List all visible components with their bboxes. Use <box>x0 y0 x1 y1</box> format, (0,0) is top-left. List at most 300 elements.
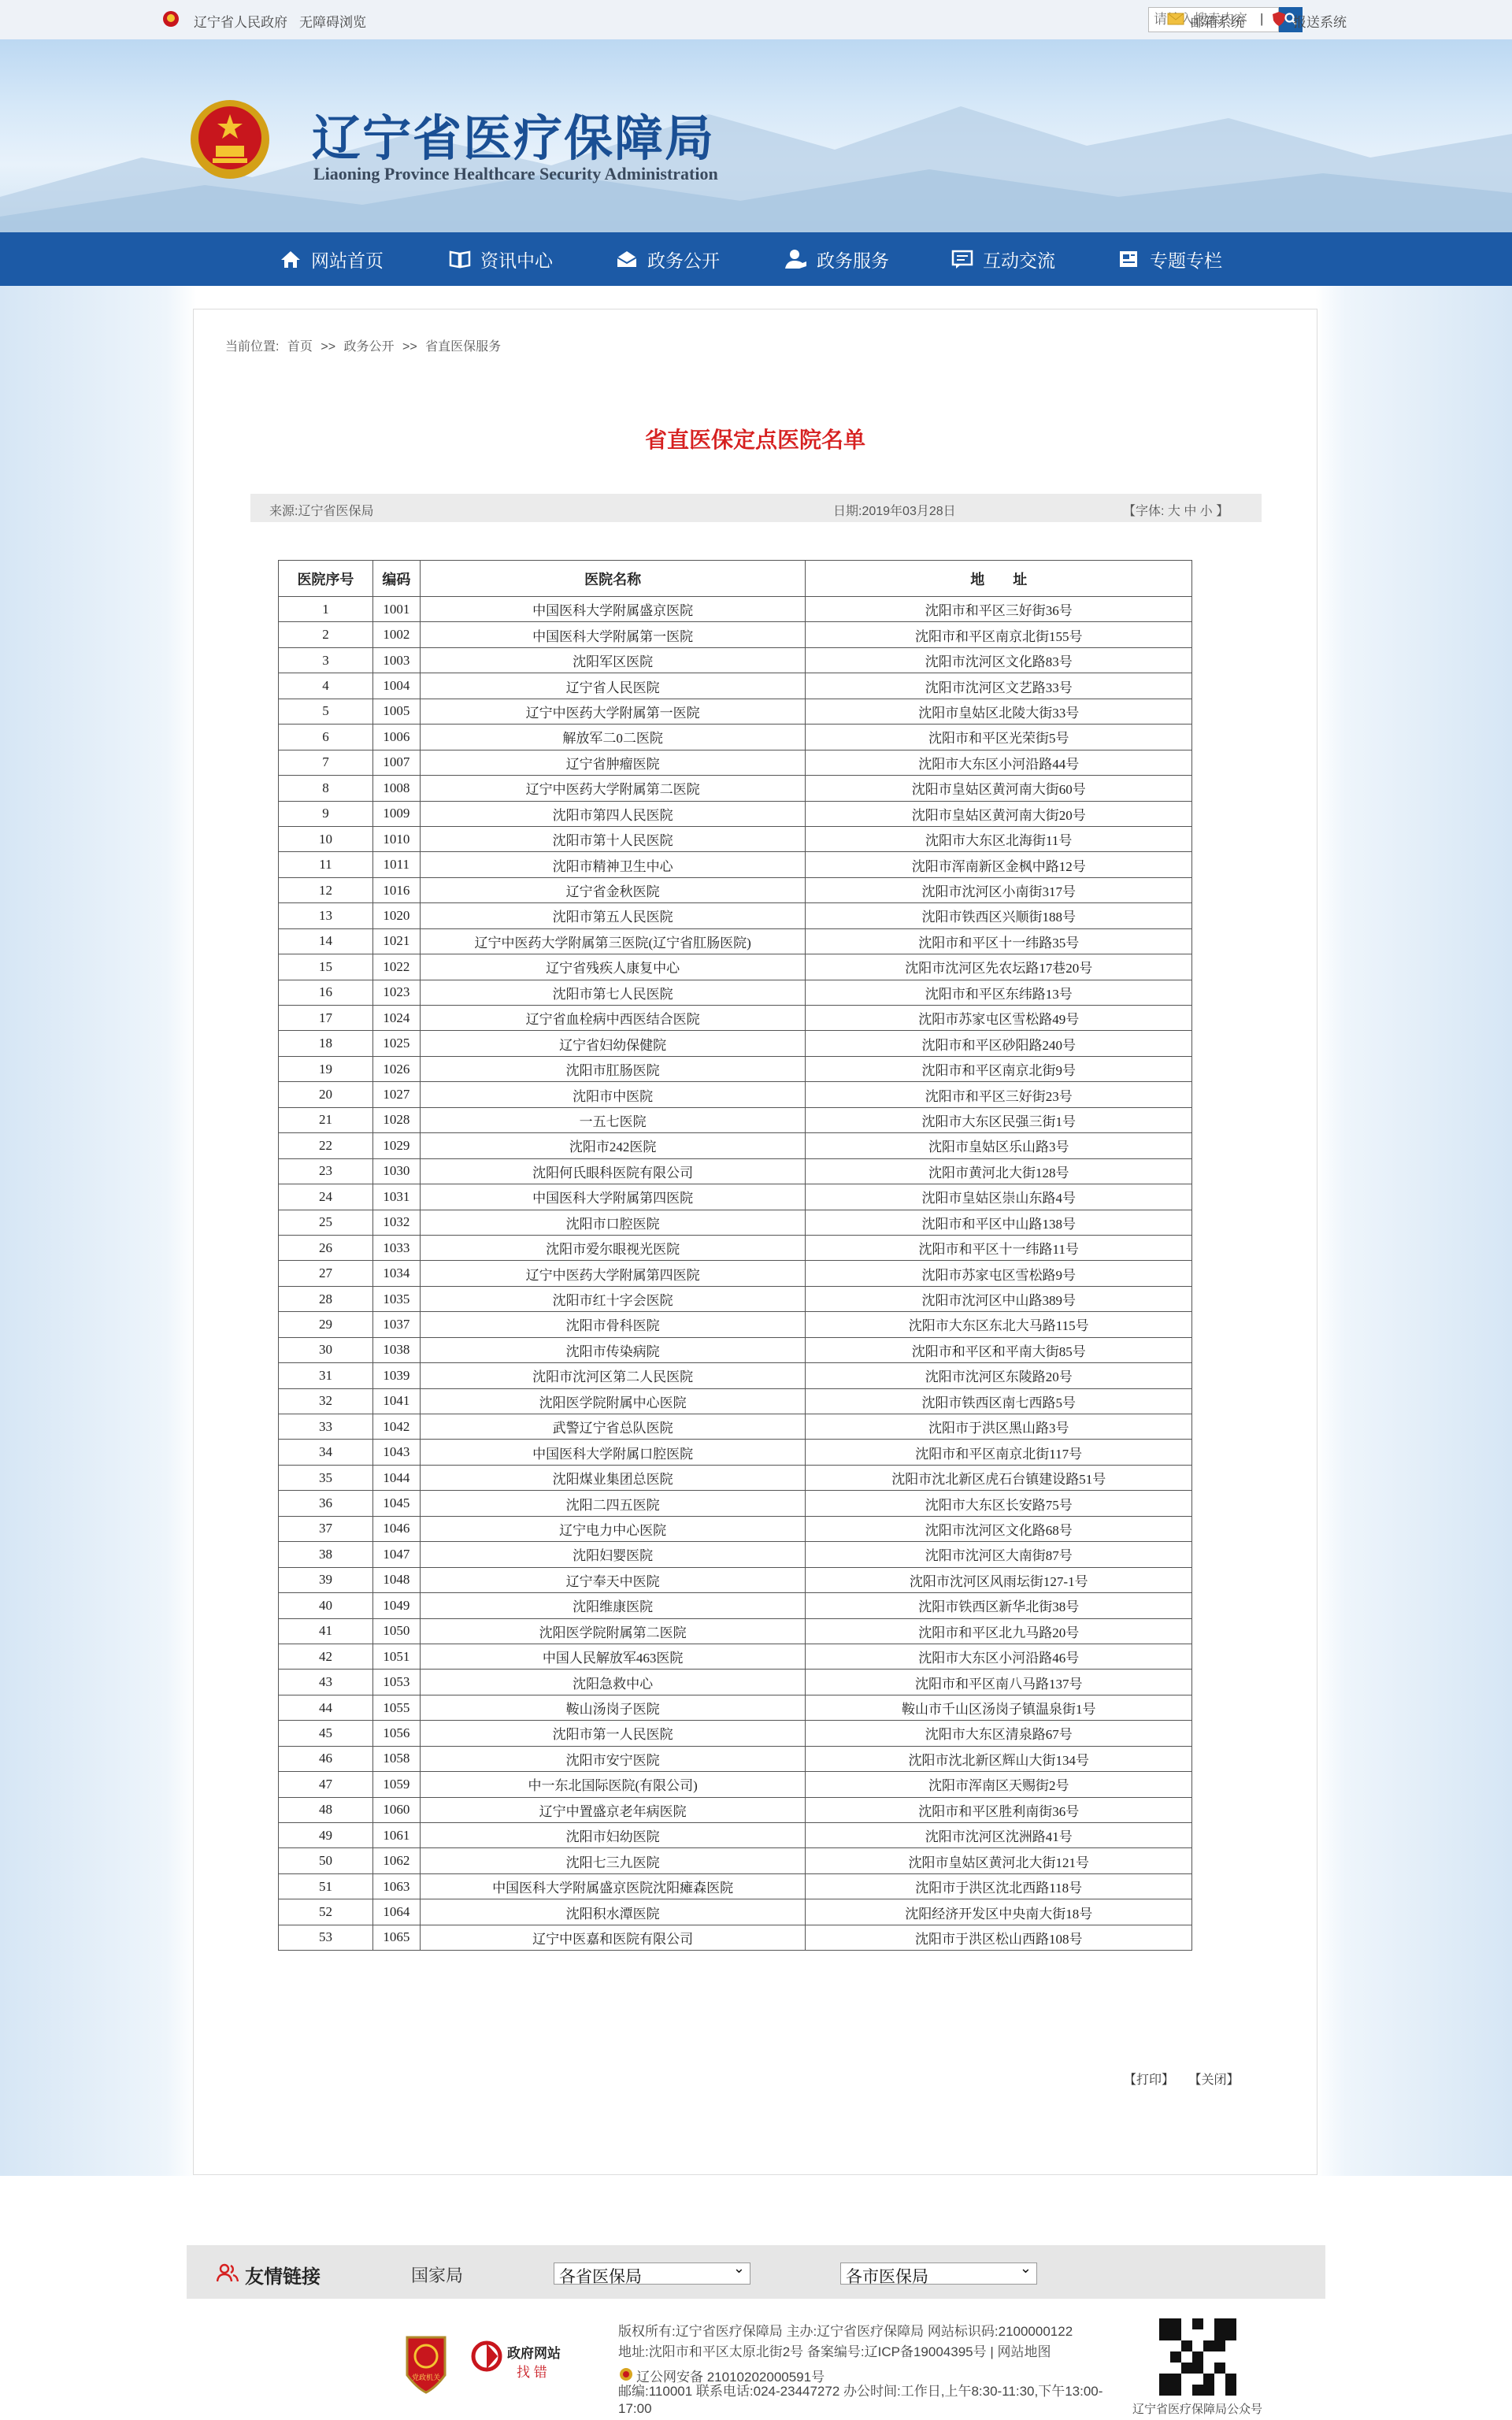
article-title: 省直医保定点医院名单 <box>644 428 865 452</box>
nav-open-affairs[interactable] <box>616 232 720 286</box>
table-row <box>279 954 1192 980</box>
row-index: 8 <box>279 776 373 801</box>
hospital-code: 1004 <box>372 673 420 699</box>
table-row <box>279 1337 1192 1362</box>
row-index: 30 <box>279 1337 373 1362</box>
table-row <box>279 980 1192 1005</box>
hospital-code: 1055 <box>372 1695 420 1720</box>
hospital-address: 沈阳市沈河区东陵路20号 <box>806 1363 1192 1388</box>
footer <box>0 2315 1512 2420</box>
table-row <box>279 1312 1192 1337</box>
table-row <box>279 1210 1192 1235</box>
hospital-name: 沈阳市肛肠医院 <box>420 1056 806 1081</box>
national-emblem-icon <box>189 98 271 180</box>
hospital-name: 辽宁省残疾人康复中心 <box>420 954 806 980</box>
police-badge-icon <box>619 2367 633 2381</box>
hospital-name: 沈阳市骨科医院 <box>420 1312 806 1337</box>
gov-website-error-badge[interactable] <box>471 2339 570 2381</box>
column-header: 医院序号 <box>279 561 373 597</box>
hospital-name: 沈阳市中医院 <box>420 1082 806 1107</box>
hospital-name: 沈阳市妇幼医院 <box>420 1823 806 1848</box>
close-button[interactable]: 【关闭】 <box>1188 2073 1240 2087</box>
hospital-name: 沈阳二四五医院 <box>420 1491 806 1516</box>
row-index: 37 <box>279 1516 373 1541</box>
hospital-address: 沈阳市苏家屯区雪松路9号 <box>806 1261 1192 1286</box>
hospital-address: 沈阳市苏家屯区雪松路49号 <box>806 1006 1192 1031</box>
hospital-code: 1065 <box>372 1925 420 1950</box>
table-row <box>279 1133 1192 1158</box>
table-row <box>279 597 1192 622</box>
hospital-code: 1041 <box>372 1388 420 1414</box>
chat-icon <box>951 250 973 269</box>
hospital-name: 中国人民解放军463医院 <box>420 1644 806 1669</box>
hospital-address: 沈阳市大东区民强三街1号 <box>806 1107 1192 1132</box>
hospital-code: 1003 <box>372 647 420 673</box>
hospital-address: 沈阳市浑南新区金枫中路12号 <box>806 852 1192 877</box>
hospital-code: 1016 <box>372 877 420 902</box>
hospital-name: 中国医科大学附属口腔医院 <box>420 1440 806 1465</box>
city-bureau-select[interactable] <box>840 2262 1037 2285</box>
hospital-address: 沈阳市和平区中山路138号 <box>806 1210 1192 1235</box>
nav-label: 政务服务 <box>817 250 889 271</box>
hospital-name: 沈阳医学院附属第二医院 <box>420 1618 806 1644</box>
hospital-address: 沈阳市于洪区松山西路108号 <box>806 1925 1192 1950</box>
row-index: 48 <box>279 1797 373 1822</box>
table-row <box>279 1184 1192 1210</box>
hospital-name: 辽宁省妇幼保健院 <box>420 1031 806 1056</box>
hospital-address: 沈阳市皇姑区黄河南大街60号 <box>806 776 1192 801</box>
hospital-address: 沈阳市和平区和平南大街85号 <box>806 1337 1192 1362</box>
hospital-code: 1062 <box>372 1848 420 1873</box>
table-row <box>279 1670 1192 1695</box>
hospital-address: 沈阳市和平区南京北街117号 <box>806 1440 1192 1465</box>
badge-title: 政府网站 <box>507 2346 561 2361</box>
mail-system-link[interactable]: 邮箱系统 <box>1191 15 1244 30</box>
row-index: 41 <box>279 1618 373 1644</box>
hospital-address: 沈阳市铁西区兴顺街188号 <box>806 903 1192 928</box>
hospital-code: 1023 <box>372 980 420 1005</box>
hospital-name: 沈阳市爱尔眼视光医院 <box>420 1235 806 1260</box>
hospital-address: 沈阳市和平区砂阳路240号 <box>806 1031 1192 1056</box>
row-index: 24 <box>279 1184 373 1210</box>
row-index: 2 <box>279 622 373 647</box>
row-index: 19 <box>279 1056 373 1081</box>
header-banner <box>0 39 1512 232</box>
hospital-address: 沈阳市沈河区大南街87号 <box>806 1542 1192 1567</box>
table-row <box>279 877 1192 902</box>
table-row <box>279 801 1192 826</box>
row-index: 11 <box>279 852 373 877</box>
hospital-code: 1042 <box>372 1414 420 1440</box>
hospital-address: 沈阳市沈北新区辉山大街134号 <box>806 1746 1192 1771</box>
hospital-code: 1037 <box>372 1312 420 1337</box>
hospital-code: 1064 <box>372 1899 420 1925</box>
hospital-code: 1058 <box>372 1746 420 1771</box>
hospital-code: 1033 <box>372 1235 420 1260</box>
hospital-name: 中一东北国际医院(有限公司) <box>420 1772 806 1797</box>
hospital-address: 沈阳市皇姑区黄河北大街121号 <box>806 1848 1192 1873</box>
table-row <box>279 1593 1192 1618</box>
table-row <box>279 1056 1192 1081</box>
hospital-address: 沈阳市浑南区天赐街2号 <box>806 1772 1192 1797</box>
hospital-address: 沈阳市大东区东北大马路115号 <box>806 1312 1192 1337</box>
hospital-name: 辽宁中医嘉和医院有限公司 <box>420 1925 806 1950</box>
gov-link[interactable]: 辽宁省人民政府 <box>194 15 287 30</box>
links-title: 友情链接 <box>245 2266 321 2288</box>
hospital-name: 沈阳妇婴医院 <box>420 1542 806 1567</box>
hospital-code: 1053 <box>372 1670 420 1695</box>
nav-label: 互动交流 <box>983 250 1055 271</box>
hospital-code: 1020 <box>372 903 420 928</box>
hospital-address: 沈阳市和平区十一纬路35号 <box>806 928 1192 954</box>
row-index: 16 <box>279 980 373 1005</box>
table-row <box>279 1542 1192 1567</box>
hospital-name: 中国医科大学附属第一医院 <box>420 622 806 647</box>
hospital-name: 解放军二0二医院 <box>420 725 806 750</box>
hospital-code: 1046 <box>372 1516 420 1541</box>
table-row <box>279 1925 1192 1950</box>
site-title-en: Liaoning Province Healthcare Security Administration <box>313 164 718 183</box>
hospital-address: 沈阳市大东区小河沿路46号 <box>806 1644 1192 1669</box>
error-report-icon <box>471 2339 502 2374</box>
hospital-code: 1051 <box>372 1644 420 1669</box>
row-index: 27 <box>279 1261 373 1286</box>
table-row <box>279 852 1192 877</box>
row-index: 50 <box>279 1848 373 1873</box>
hospital-code: 1063 <box>372 1873 420 1899</box>
table-row <box>279 1465 1192 1490</box>
hospital-address: 沈阳经济开发区中央南大街18号 <box>806 1899 1192 1925</box>
top-bar <box>0 0 1512 39</box>
hospital-address: 沈阳市和平区北九马路20号 <box>806 1618 1192 1644</box>
hospital-name: 一五七医院 <box>420 1107 806 1132</box>
table-row <box>279 1797 1192 1822</box>
table-row <box>279 1823 1192 1848</box>
row-index: 3 <box>279 647 373 673</box>
row-index: 47 <box>279 1772 373 1797</box>
row-index: 25 <box>279 1210 373 1235</box>
hospital-address: 沈阳市和平区三好街36号 <box>806 597 1192 622</box>
hospital-code: 1005 <box>372 699 420 724</box>
hospital-name: 辽宁中置盛京老年病医院 <box>420 1797 806 1822</box>
hospital-code: 1045 <box>372 1491 420 1516</box>
table-row <box>279 622 1192 647</box>
home-icon <box>280 250 302 269</box>
hospital-address: 沈阳市沈河区沈洲路41号 <box>806 1823 1192 1848</box>
hospital-code: 1025 <box>372 1031 420 1056</box>
row-index: 45 <box>279 1721 373 1746</box>
row-index: 13 <box>279 903 373 928</box>
table-row <box>279 647 1192 673</box>
main-nav <box>0 232 1512 286</box>
hospital-address: 沈阳市和平区南京北街9号 <box>806 1056 1192 1081</box>
row-index: 1 <box>279 597 373 622</box>
qr-code <box>1159 2318 1236 2396</box>
hospital-name: 沈阳市第五人民医院 <box>420 903 806 928</box>
nav-label: 专题专栏 <box>1150 250 1222 271</box>
hospital-name: 沈阳市传染病院 <box>420 1337 806 1362</box>
hospital-name: 辽宁中医药大学附属第一医院 <box>420 699 806 724</box>
hospital-address: 沈阳市和平区南八马路137号 <box>806 1670 1192 1695</box>
hospital-address: 沈阳市沈河区文艺路33号 <box>806 673 1192 699</box>
hospital-address: 沈阳市沈河区小南街317号 <box>806 877 1192 902</box>
hospital-code: 1027 <box>372 1082 420 1107</box>
hospital-address: 沈阳市皇姑区崇山东路4号 <box>806 1184 1192 1210</box>
mail-icon <box>1167 13 1184 25</box>
breadcrumb-sep: >> <box>402 340 417 354</box>
hospital-address: 沈阳市黄河北大街128号 <box>806 1158 1192 1184</box>
hospital-name: 沈阳市沈河区第二人民医院 <box>420 1363 806 1388</box>
row-index: 22 <box>279 1133 373 1158</box>
hospital-table <box>278 560 1192 1951</box>
hospital-code: 1049 <box>372 1593 420 1618</box>
hospital-code: 1035 <box>372 1286 420 1311</box>
hospital-code: 1029 <box>372 1133 420 1158</box>
table-row <box>279 1286 1192 1311</box>
row-index: 53 <box>279 1925 373 1950</box>
hospital-address: 沈阳市大东区小河沿路44号 <box>806 750 1192 775</box>
row-index: 42 <box>279 1644 373 1669</box>
select-value: 各市医保局 <box>846 2268 928 2286</box>
breadcrumb-open-affairs[interactable]: 政务公开 <box>343 340 395 354</box>
row-index: 31 <box>279 1363 373 1388</box>
hospital-name: 中国医科大学附属盛京医院沈阳瘫森医院 <box>420 1873 806 1899</box>
print-button[interactable]: 【打印】 <box>1124 2073 1175 2087</box>
breadcrumb-current[interactable]: 省直医保服务 <box>425 340 502 354</box>
row-index: 15 <box>279 954 373 980</box>
row-index: 29 <box>279 1312 373 1337</box>
table-row <box>279 1721 1192 1746</box>
site-title: 辽宁省医疗保障局 <box>312 113 716 166</box>
hospital-code: 1059 <box>372 1772 420 1797</box>
hospital-name: 沈阳急救中心 <box>420 1670 806 1695</box>
hospital-name: 沈阳市精神卫生中心 <box>420 852 806 877</box>
hospital-address: 沈阳市沈河区文化路83号 <box>806 647 1192 673</box>
hospital-name: 沈阳七三九医院 <box>420 1848 806 1873</box>
nav-news[interactable] <box>449 232 553 286</box>
table-row <box>279 1363 1192 1388</box>
row-index: 9 <box>279 801 373 826</box>
hospital-code: 1047 <box>372 1542 420 1567</box>
user-hand-icon <box>784 249 807 269</box>
address: 地址:沈阳市和平区太原北街2号 备案编号:辽ICP备19004395号 | 网站地图 <box>618 2344 1051 2359</box>
hospital-name: 沈阳积水潭医院 <box>420 1899 806 1925</box>
hospital-code: 1050 <box>372 1618 420 1644</box>
hospital-address: 沈阳市沈河区风雨坛街127-1号 <box>806 1567 1192 1592</box>
hospital-code: 1022 <box>372 954 420 980</box>
party-gov-logo[interactable] <box>401 2333 451 2394</box>
hospital-address: 沈阳市和平区十一纬路11号 <box>806 1235 1192 1260</box>
table-row <box>279 673 1192 699</box>
hospital-name: 辽宁省金秋医院 <box>420 877 806 902</box>
table-row <box>279 725 1192 750</box>
hospital-code: 1038 <box>372 1337 420 1362</box>
table-row <box>279 1491 1192 1516</box>
hospital-address: 沈阳市皇姑区乐山路3号 <box>806 1133 1192 1158</box>
row-index: 21 <box>279 1107 373 1132</box>
table-row <box>279 1873 1192 1899</box>
table-row <box>279 1899 1192 1925</box>
hospital-address: 沈阳市和平区南京北街155号 <box>806 622 1192 647</box>
hospital-name: 沈阳市242医院 <box>420 1133 806 1158</box>
friendly-links <box>187 2245 1325 2299</box>
police-record[interactable]: 辽公网安备 21010202000591号 <box>636 2370 825 2385</box>
hospital-address: 沈阳市于洪区沈北西路118号 <box>806 1873 1192 1899</box>
nav-label: 网站首页 <box>311 250 384 271</box>
hospital-code: 1026 <box>372 1056 420 1081</box>
hospital-code: 1030 <box>372 1158 420 1184</box>
column-header: 医院名称 <box>420 561 806 597</box>
table-row <box>279 1618 1192 1644</box>
hospital-address: 沈阳市沈河区文化路68号 <box>806 1516 1192 1541</box>
hospital-address: 鞍山市千山区汤岗子镇温泉街1号 <box>806 1695 1192 1720</box>
row-index: 43 <box>279 1670 373 1695</box>
breadcrumb-label: 当前位置: <box>225 340 280 354</box>
hospital-name: 沈阳医学院附属中心医院 <box>420 1388 806 1414</box>
row-index: 7 <box>279 750 373 775</box>
party-emblem-icon <box>401 2333 451 2394</box>
hospital-code: 1010 <box>372 826 420 851</box>
row-index: 17 <box>279 1006 373 1031</box>
table-row <box>279 903 1192 928</box>
hospital-address: 沈阳市铁西区南七西路5号 <box>806 1388 1192 1414</box>
article-source: 来源:辽宁省医保局 <box>269 505 374 518</box>
table-row <box>279 1158 1192 1184</box>
hospital-name: 辽宁中医药大学附属第三医院(辽宁省肛肠医院) <box>420 928 806 954</box>
hospital-name: 沈阳军区医院 <box>420 647 806 673</box>
hospital-code: 1056 <box>372 1721 420 1746</box>
hospital-name: 辽宁省血栓病中西医结合医院 <box>420 1006 806 1031</box>
breadcrumb <box>225 336 506 354</box>
table-row <box>279 826 1192 851</box>
hospital-name: 沈阳市口腔医院 <box>420 1210 806 1235</box>
hospital-address: 沈阳市大东区长安路75号 <box>806 1491 1192 1516</box>
nav-interaction[interactable] <box>951 232 1055 286</box>
table-row <box>279 1261 1192 1286</box>
article-meta <box>250 494 1262 522</box>
hospital-code: 1002 <box>372 622 420 647</box>
hospital-name: 沈阳市第一人民医院 <box>420 1721 806 1746</box>
table-row <box>279 1746 1192 1771</box>
hospital-code: 1061 <box>372 1823 420 1848</box>
breadcrumb-home[interactable]: 首页 <box>287 340 313 354</box>
hospital-address: 沈阳市和平区光荣街5号 <box>806 725 1192 750</box>
divider: | <box>1260 11 1264 26</box>
row-index: 52 <box>279 1899 373 1925</box>
nav-special[interactable] <box>1118 232 1222 286</box>
hospital-address: 沈阳市和平区胜利南街36号 <box>806 1797 1192 1822</box>
row-index: 36 <box>279 1491 373 1516</box>
row-index: 38 <box>279 1542 373 1567</box>
hospital-code: 1021 <box>372 928 420 954</box>
hospital-code: 1009 <box>372 801 420 826</box>
hospital-address: 沈阳市铁西区新华北街38号 <box>806 1593 1192 1618</box>
row-index: 20 <box>279 1082 373 1107</box>
hospital-code: 1048 <box>372 1567 420 1592</box>
select-value: 各省医保局 <box>559 2268 642 2286</box>
row-index: 34 <box>279 1440 373 1465</box>
hospital-name: 辽宁中医药大学附属第四医院 <box>420 1261 806 1286</box>
row-index: 49 <box>279 1823 373 1848</box>
hospital-name: 沈阳维康医院 <box>420 1593 806 1618</box>
hospital-code: 1001 <box>372 597 420 622</box>
table-row <box>279 750 1192 775</box>
table-row <box>279 1695 1192 1720</box>
hospital-name: 沈阳市第十人民医院 <box>420 826 806 851</box>
accessible-link[interactable]: 无障碍浏览 <box>299 15 366 30</box>
hospital-name: 辽宁省人民医院 <box>420 673 806 699</box>
badge-subtitle: 找 错 <box>517 2365 547 2380</box>
nav-home[interactable] <box>280 232 384 286</box>
party-logo-text: 党政机关 <box>411 2374 440 2381</box>
hospital-name: 辽宁省肿瘤医院 <box>420 750 806 775</box>
hospital-address: 沈阳市和平区三好街23号 <box>806 1082 1192 1107</box>
hospital-address: 沈阳市和平区东纬路13号 <box>806 980 1192 1005</box>
hospital-name: 武警辽宁省总队医院 <box>420 1414 806 1440</box>
hospital-address: 沈阳市于洪区黑山路3号 <box>806 1414 1192 1440</box>
table-row <box>279 1082 1192 1107</box>
column-header: 编码 <box>372 561 420 597</box>
hospital-code: 1006 <box>372 725 420 750</box>
row-index: 33 <box>279 1414 373 1440</box>
nav-services[interactable] <box>784 232 889 286</box>
hospital-code: 1011 <box>372 852 420 877</box>
hospital-name: 沈阳煤业集团总医院 <box>420 1465 806 1490</box>
hospital-address: 沈阳市皇姑区北陵大街33号 <box>806 699 1192 724</box>
row-index: 26 <box>279 1235 373 1260</box>
row-index: 35 <box>279 1465 373 1490</box>
contact-info: 邮编:110001 联系电话:024-23447272 办公时间:工作日,上午8:30-11:30,下午13:00-17:00 <box>618 2384 1103 2416</box>
copyright: 版权所有:辽宁省医疗保障局 主办:辽宁省医疗保障局 网站标识码:2100000122 <box>618 2324 1073 2339</box>
row-index: 44 <box>279 1695 373 1720</box>
row-index: 28 <box>279 1286 373 1311</box>
hospital-name: 沈阳市红十字会医院 <box>420 1286 806 1311</box>
table-row <box>279 699 1192 724</box>
table-row <box>279 1006 1192 1031</box>
hospital-code: 1060 <box>372 1797 420 1822</box>
font-size-switch[interactable]: 【字体: 大 中 小 】 <box>1123 505 1229 518</box>
nav-label: 政务公开 <box>647 250 720 271</box>
hospital-address: 沈阳市大东区清泉路67号 <box>806 1721 1192 1746</box>
column-header: 地 址 <box>806 561 1192 597</box>
news-icon <box>1118 250 1140 269</box>
table-row <box>279 1567 1192 1592</box>
hospital-name: 沈阳何氏眼科医院有限公司 <box>420 1158 806 1184</box>
hospital-code: 1039 <box>372 1363 420 1388</box>
row-index: 18 <box>279 1031 373 1056</box>
article-date: 日期:2019年03月28日 <box>833 505 956 518</box>
row-index: 6 <box>279 725 373 750</box>
row-index: 14 <box>279 928 373 954</box>
table-row <box>279 1644 1192 1669</box>
row-index: 39 <box>279 1567 373 1592</box>
hospital-address: 沈阳市沈河区先农坛路17巷20号 <box>806 954 1192 980</box>
hospital-code: 1024 <box>372 1006 420 1031</box>
hospital-address: 沈阳市沈河区中山路389号 <box>806 1286 1192 1311</box>
hospital-address: 沈阳市沈北新区虎石台镇建设路51号 <box>806 1465 1192 1490</box>
table-row <box>279 1848 1192 1873</box>
hospital-address: 沈阳市皇姑区黄河南大街20号 <box>806 801 1192 826</box>
hospital-code: 1043 <box>372 1440 420 1465</box>
province-bureau-select[interactable] <box>554 2262 750 2285</box>
row-index: 12 <box>279 877 373 902</box>
hospital-name: 辽宁中医药大学附属第二医院 <box>420 776 806 801</box>
national-bureau-link[interactable]: 国家局 <box>411 2266 464 2285</box>
breadcrumb-sep: >> <box>321 340 336 354</box>
shield-icon <box>1272 11 1286 27</box>
hospital-name: 沈阳市第四人民医院 <box>420 801 806 826</box>
report-system-link[interactable]: 报送系统 <box>1293 15 1347 30</box>
